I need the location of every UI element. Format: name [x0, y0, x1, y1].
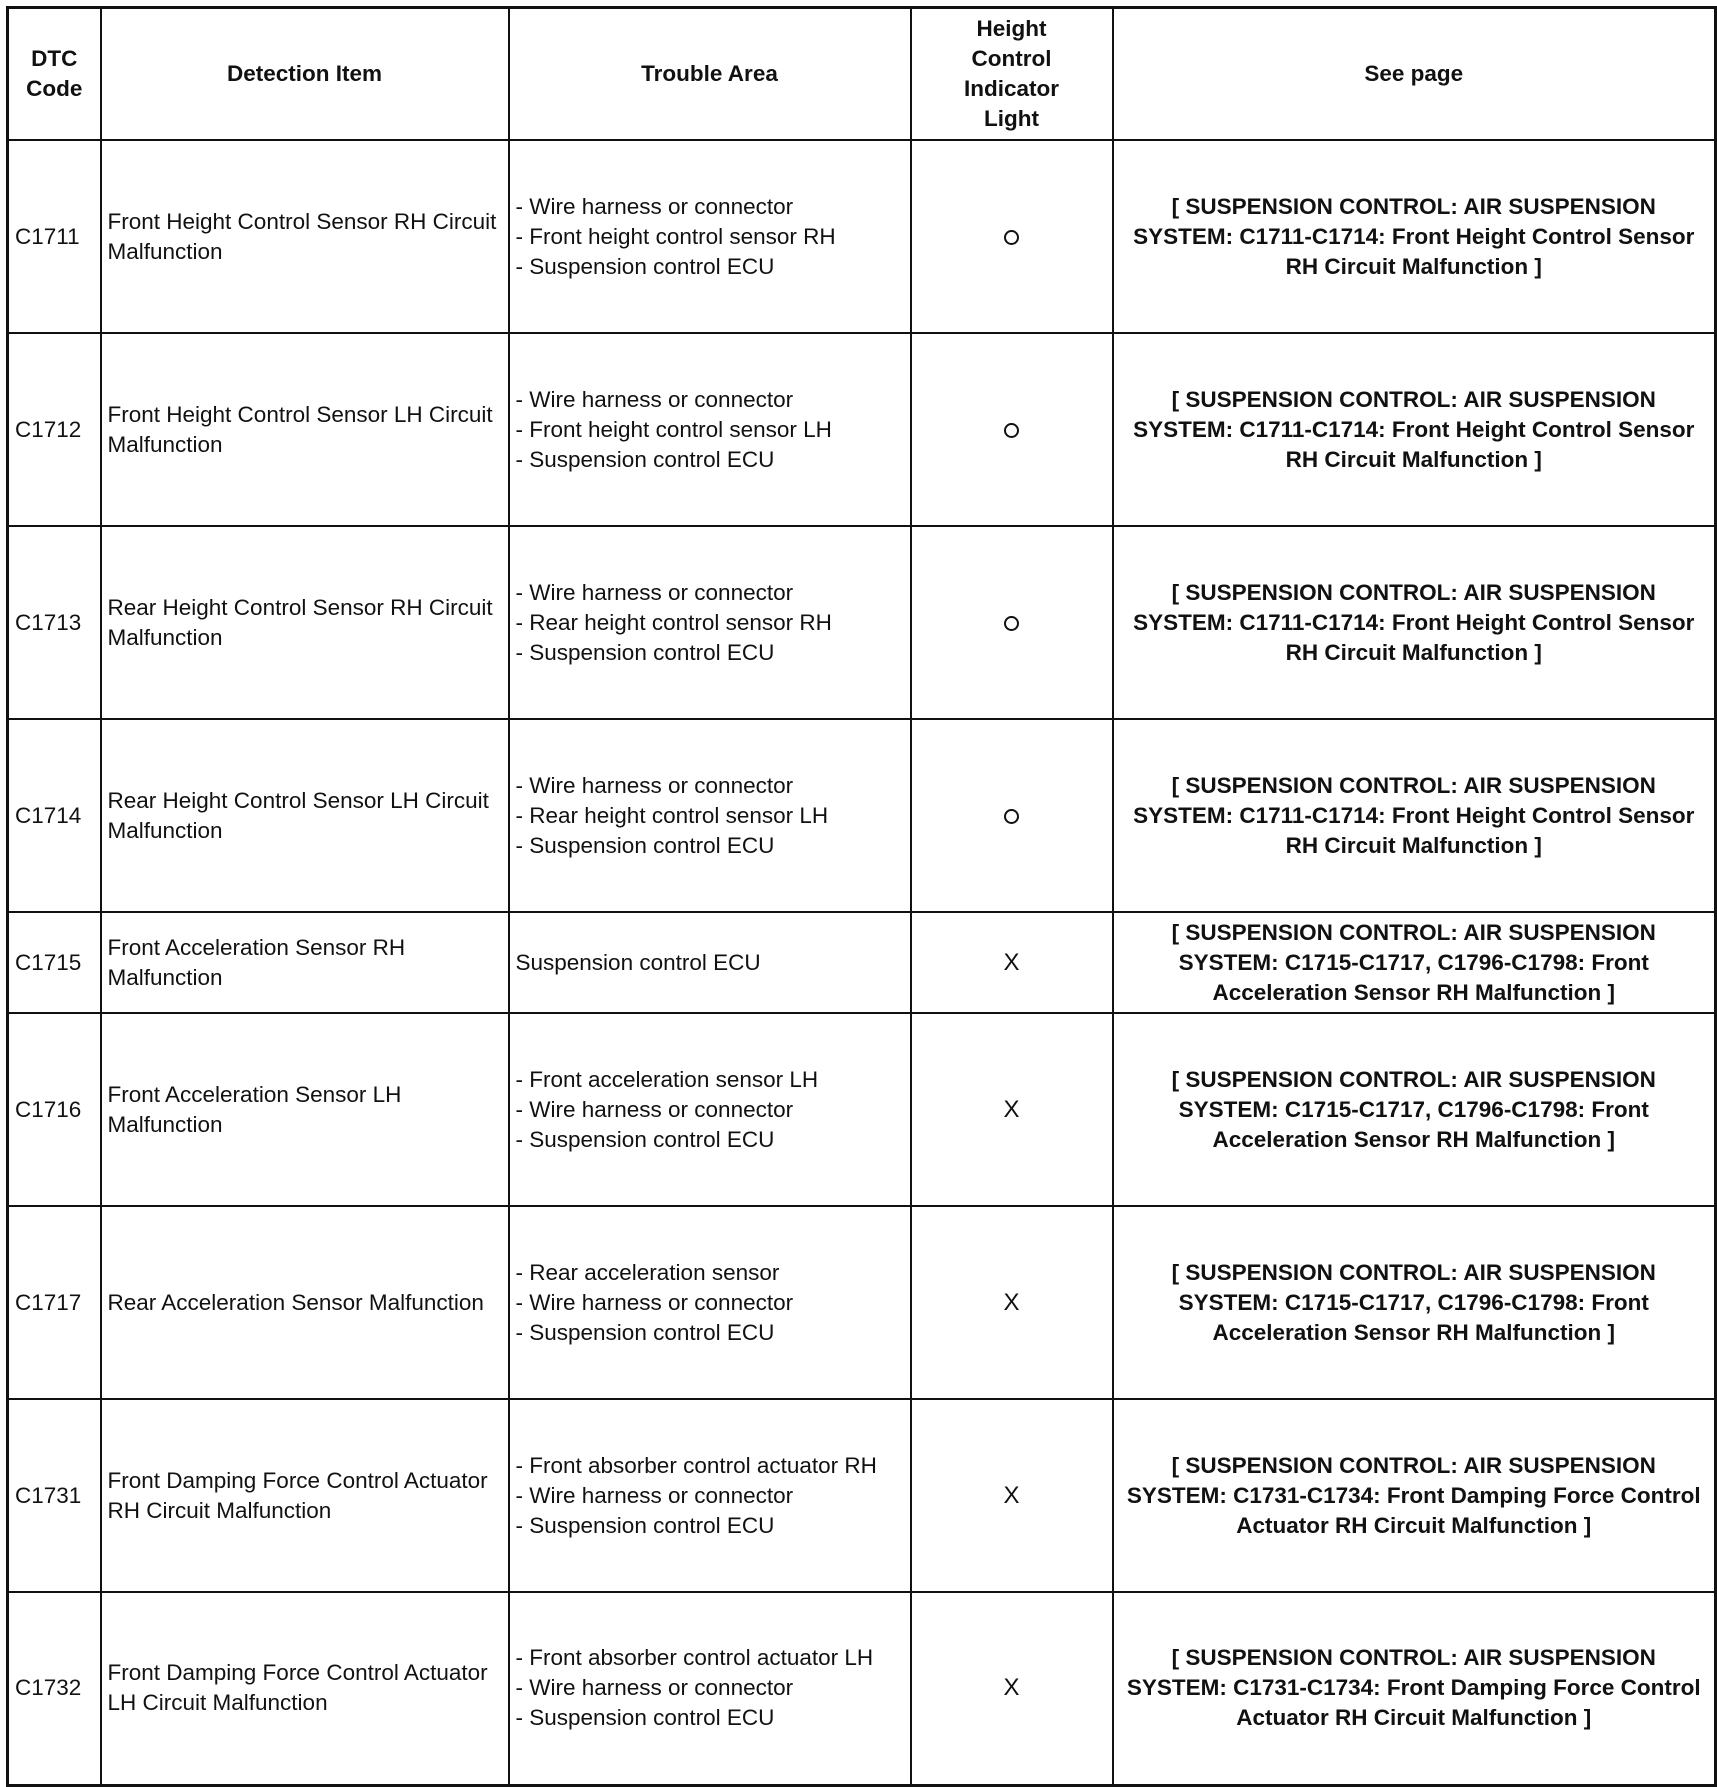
- trouble-area-cell: [509, 1592, 911, 1785]
- trouble-area-cell: [509, 1399, 911, 1592]
- see-page-link[interactable]: [ SUSPENSION CONTROL: AIR SUSPENSION SYSTEM: C1711-C1714: Front Height Control Sensor RH Circuit Malfunction ]: [1113, 526, 1716, 719]
- circle-mark-icon: [1004, 809, 1019, 824]
- header-see-page: See page: [1113, 8, 1716, 141]
- trouble-area-line: - Suspension control ECU: [515, 639, 775, 665]
- header-indicator-light: Height Control Indicator Light: [911, 8, 1113, 141]
- table-row: [8, 1592, 1716, 1785]
- detection-item-cell: Front Height Control Sensor RH Circuit Malfunction: [101, 140, 509, 333]
- table-row: [8, 526, 1716, 719]
- trouble-area-line: - Front acceleration sensor LH: [515, 1066, 819, 1092]
- dtc-table-body: [8, 140, 1716, 1785]
- trouble-area-line: - Rear acceleration sensor: [515, 1259, 780, 1285]
- dtc-code-cell: C1712: [8, 333, 101, 526]
- trouble-area-line: - Suspension control ECU: [515, 253, 775, 279]
- detection-item-cell: Front Damping Force Control Actuator LH Circuit Malfunction: [101, 1592, 509, 1785]
- circle-mark-icon: [1004, 616, 1019, 631]
- dtc-code-cell: C1732: [8, 1592, 101, 1785]
- x-mark-icon: X: [1003, 1674, 1020, 1702]
- indicator-light-cell: [911, 912, 1113, 1013]
- indicator-light-cell: [911, 1206, 1113, 1399]
- trouble-area-line: - Wire harness or connector: [515, 579, 794, 605]
- table-row: [8, 719, 1716, 912]
- detection-item-cell: Front Acceleration Sensor RH Malfunction: [101, 912, 509, 1013]
- trouble-area-cell: [509, 912, 911, 1013]
- header-dtc-code: DTC Code: [8, 8, 101, 141]
- dtc-code-cell: C1731: [8, 1399, 101, 1592]
- dtc-table: [6, 6, 1717, 1787]
- trouble-area-line: Suspension control ECU: [515, 949, 761, 975]
- dtc-code-cell: C1715: [8, 912, 101, 1013]
- detection-item-cell: Rear Height Control Sensor LH Circuit Malfunction: [101, 719, 509, 912]
- trouble-area-line: - Front absorber control actuator LH: [515, 1645, 874, 1671]
- detection-item-cell: Front Acceleration Sensor LH Malfunction: [101, 1013, 509, 1206]
- see-page-link[interactable]: [ SUSPENSION CONTROL: AIR SUSPENSION SYSTEM: C1711-C1714: Front Height Control Sensor RH Circuit Malfunction ]: [1113, 719, 1716, 912]
- indicator-light-cell: [911, 526, 1113, 719]
- x-mark-icon: X: [1003, 1288, 1020, 1316]
- indicator-light-cell: [911, 333, 1113, 526]
- indicator-light-cell: [911, 140, 1113, 333]
- dtc-code-cell: C1716: [8, 1013, 101, 1206]
- see-page-link[interactable]: [ SUSPENSION CONTROL: AIR SUSPENSION SYSTEM: C1715-C1717, C1796-C1798: Front Acceleration Sensor RH Malfunction ]: [1113, 1206, 1716, 1399]
- trouble-area-line: - Rear height control sensor LH: [515, 802, 829, 828]
- x-mark-icon: X: [1003, 1481, 1020, 1509]
- table-row: [8, 140, 1716, 333]
- table-row: [8, 1399, 1716, 1592]
- trouble-area-line: - Suspension control ECU: [515, 1512, 775, 1538]
- trouble-area-line: - Wire harness or connector: [515, 1675, 794, 1701]
- header-detection-item: Detection Item: [101, 8, 509, 141]
- trouble-area-cell: [509, 140, 911, 333]
- table-row: [8, 333, 1716, 526]
- circle-mark-icon: [1004, 423, 1019, 438]
- table-row: [8, 912, 1716, 1013]
- trouble-area-line: - Wire harness or connector: [515, 772, 794, 798]
- trouble-area-cell: [509, 1013, 911, 1206]
- trouble-area-line: - Suspension control ECU: [515, 1126, 775, 1152]
- trouble-area-cell: [509, 526, 911, 719]
- dtc-code-cell: C1713: [8, 526, 101, 719]
- trouble-area-line: - Wire harness or connector: [515, 1096, 794, 1122]
- trouble-area-line: - Wire harness or connector: [515, 1482, 794, 1508]
- trouble-area-line: - Front height control sensor LH: [515, 416, 832, 442]
- trouble-area-cell: [509, 1206, 911, 1399]
- detection-item-cell: Front Height Control Sensor LH Circuit Malfunction: [101, 333, 509, 526]
- trouble-area-line: - Suspension control ECU: [515, 446, 775, 472]
- x-mark-icon: X: [1003, 948, 1020, 976]
- circle-mark-icon: [1004, 230, 1019, 245]
- trouble-area-line: - Suspension control ECU: [515, 1319, 775, 1345]
- trouble-area-line: - Suspension control ECU: [515, 832, 775, 858]
- dtc-code-cell: C1717: [8, 1206, 101, 1399]
- table-row: [8, 1013, 1716, 1206]
- dtc-table-container: [6, 6, 1717, 1787]
- see-page-link[interactable]: [ SUSPENSION CONTROL: AIR SUSPENSION SYSTEM: C1731-C1734: Front Damping Force Control Actuator RH Circuit Malfunction ]: [1113, 1399, 1716, 1592]
- indicator-light-cell: [911, 1013, 1113, 1206]
- table-row: [8, 1206, 1716, 1399]
- detection-item-cell: Front Damping Force Control Actuator RH Circuit Malfunction: [101, 1399, 509, 1592]
- trouble-area-line: - Suspension control ECU: [515, 1705, 775, 1731]
- trouble-area-cell: [509, 333, 911, 526]
- detection-item-cell: Rear Acceleration Sensor Malfunction: [101, 1206, 509, 1399]
- see-page-link[interactable]: [ SUSPENSION CONTROL: AIR SUSPENSION SYSTEM: C1715-C1717, C1796-C1798: Front Acceleration Sensor RH Malfunction ]: [1113, 1013, 1716, 1206]
- header-trouble-area: Trouble Area: [509, 8, 911, 141]
- indicator-light-cell: [911, 1592, 1113, 1785]
- trouble-area-cell: [509, 719, 911, 912]
- trouble-area-line: - Wire harness or connector: [515, 193, 794, 219]
- detection-item-cell: Rear Height Control Sensor RH Circuit Malfunction: [101, 526, 509, 719]
- header-row: [8, 8, 1716, 141]
- x-mark-icon: X: [1003, 1095, 1020, 1123]
- indicator-light-cell: [911, 719, 1113, 912]
- trouble-area-line: - Front height control sensor RH: [515, 223, 836, 249]
- see-page-link[interactable]: [ SUSPENSION CONTROL: AIR SUSPENSION SYSTEM: C1715-C1717, C1796-C1798: Front Acceleration Sensor RH Malfunction ]: [1113, 912, 1716, 1013]
- see-page-link[interactable]: [ SUSPENSION CONTROL: AIR SUSPENSION SYSTEM: C1711-C1714: Front Height Control Sensor RH Circuit Malfunction ]: [1113, 140, 1716, 333]
- dtc-code-cell: C1714: [8, 719, 101, 912]
- trouble-area-line: - Rear height control sensor RH: [515, 609, 832, 635]
- trouble-area-line: - Front absorber control actuator RH: [515, 1452, 877, 1478]
- indicator-light-cell: [911, 1399, 1113, 1592]
- trouble-area-line: - Wire harness or connector: [515, 1289, 794, 1315]
- trouble-area-line: - Wire harness or connector: [515, 386, 794, 412]
- see-page-link[interactable]: [ SUSPENSION CONTROL: AIR SUSPENSION SYSTEM: C1731-C1734: Front Damping Force Control Actuator RH Circuit Malfunction ]: [1113, 1592, 1716, 1785]
- dtc-code-cell: C1711: [8, 140, 101, 333]
- see-page-link[interactable]: [ SUSPENSION CONTROL: AIR SUSPENSION SYSTEM: C1711-C1714: Front Height Control Sensor RH Circuit Malfunction ]: [1113, 333, 1716, 526]
